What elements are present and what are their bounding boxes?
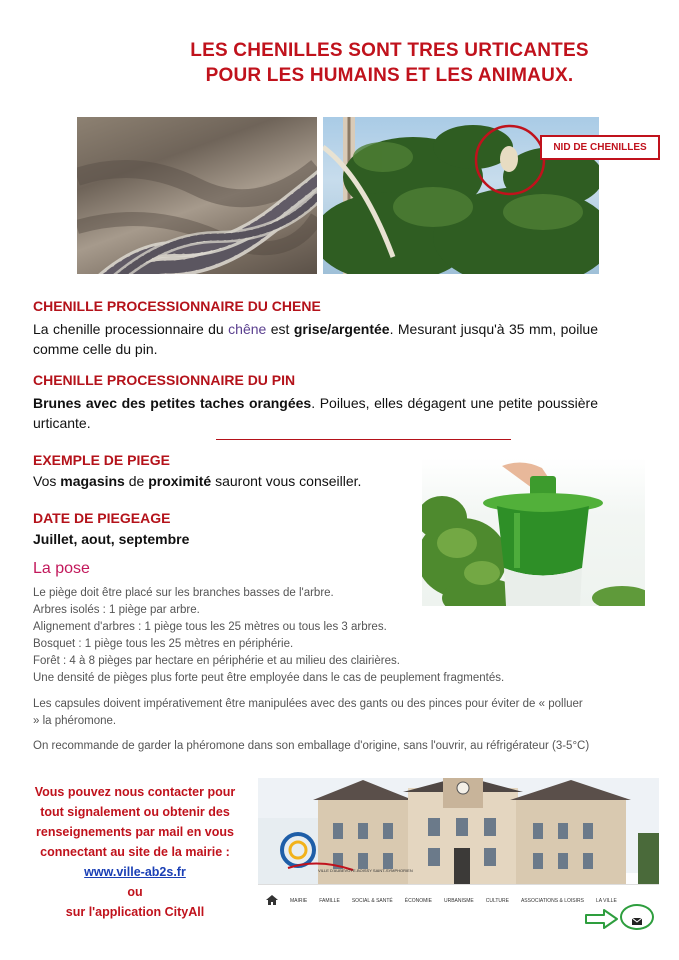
contact-line-2: tout signalement ou obtenir des bbox=[40, 805, 230, 819]
date-value: Juillet, aout, septembre bbox=[33, 531, 190, 547]
nav-item-culture[interactable]: CULTURE bbox=[485, 897, 509, 904]
pose-line-2: Arbres isolés : 1 piège par arbre. bbox=[33, 604, 200, 616]
contact-line-3: renseignements par mail en vous bbox=[36, 825, 234, 839]
nav-item-social-sante[interactable]: SOCIAL & SANTÉ bbox=[351, 897, 393, 904]
caterpillars-bark-photo bbox=[77, 117, 317, 274]
pose-line-5: Forêt : 4 à 8 pièges par hectare en périphérie et au milieu des clairières. bbox=[33, 655, 400, 667]
text-pin-bold: Brunes avec des petites taches orangées bbox=[33, 395, 312, 411]
text-chene-c: . Mesurant jusqu'à 35 mm, poilue comme celle du pin. bbox=[33, 321, 599, 357]
contact-app: sur l'application CityAll bbox=[65, 905, 205, 919]
text-chene-bold: grise/argentée bbox=[293, 321, 390, 337]
arrow-right-icon bbox=[584, 908, 620, 935]
pose-line-3: Alignement d'arbres : 1 piège tous les 25 mètres ou tous les 3 arbres. bbox=[33, 621, 387, 633]
text-piege-b1: magasins bbox=[60, 473, 125, 489]
text-piege bbox=[33, 471, 413, 491]
pose-line-6: Une densité de pièges plus forte peut être employée dans le cas de peuplement fragmentés. bbox=[33, 672, 505, 684]
mail-icon bbox=[632, 912, 642, 930]
title-line-1: LES CHENILLES SONT TRES URTICANTES bbox=[190, 40, 589, 61]
text-chene-a: La chenille processionnaire du bbox=[33, 321, 229, 337]
nav-item-associations-loisirs[interactable]: ASSOCIATIONS & LOISIRS bbox=[520, 897, 584, 904]
nav-item-famille[interactable]: FAMILLE bbox=[319, 897, 340, 904]
contact-ou: ou bbox=[127, 885, 143, 899]
mairie-logo-text: VILLE D'AUBEVOYE-BOISSY SAINT-SYMPHORIEN bbox=[318, 868, 413, 873]
text-pin bbox=[33, 393, 598, 433]
nav-item-urbanisme[interactable]: URBANISME bbox=[443, 897, 474, 904]
text-chene bbox=[33, 319, 598, 359]
text-piege-c: de bbox=[124, 473, 149, 489]
text-pin-rest: . Poilues, elles dégagent une petite poussière urticante. bbox=[33, 395, 598, 431]
text-chene-word: chêne bbox=[228, 321, 267, 337]
text-chene-b: est bbox=[266, 321, 294, 337]
nav-item-economie[interactable]: ÉCONOMIE bbox=[404, 897, 432, 904]
text-piege-d: sauront vous conseiller. bbox=[211, 473, 362, 489]
mairie-website-screenshot bbox=[258, 778, 659, 884]
pose-line-1: Le piège doit être placé sur les branches basses de l'arbre. bbox=[33, 587, 334, 599]
trap-photo bbox=[422, 458, 645, 606]
pose-line-4: Bosquet : 1 piège tous les 25 mètres en périphérie. bbox=[33, 638, 294, 650]
heading-chene: CHENILLE PROCESSIONNAIRE DU CHENE bbox=[33, 298, 321, 314]
contact-block bbox=[20, 782, 250, 922]
mail-button[interactable] bbox=[620, 904, 654, 930]
home-icon[interactable] bbox=[266, 895, 278, 907]
pose-title: La pose bbox=[33, 560, 90, 577]
nav-item-la-ville[interactable]: LA VILLE bbox=[595, 897, 617, 904]
mairie-website-link[interactable]: www.ville-ab2s.fr bbox=[84, 865, 186, 879]
heading-date: DATE DE PIEGEAGE bbox=[33, 510, 171, 526]
pose-capsules-1: Les capsules doivent impérativement être manipulées avec des gants ou des pinces pour éviter de « polluer bbox=[33, 698, 583, 710]
nav-item-mairie[interactable]: MAIRIE bbox=[290, 897, 308, 904]
page-title bbox=[0, 38, 679, 88]
heading-piege: EXEMPLE DE PIEGE bbox=[33, 452, 170, 468]
title-line-2: POUR LES HUMAINS ET LES ANIMAUX. bbox=[205, 65, 574, 86]
section-divider bbox=[216, 439, 511, 440]
contact-line-4: connectant au site de la mairie : bbox=[40, 845, 230, 859]
heading-pin: CHENILLE PROCESSIONNAIRE DU PIN bbox=[33, 372, 296, 388]
text-piege-a: Vos bbox=[33, 473, 61, 489]
nest-label: NID DE CHENILLES bbox=[540, 135, 660, 160]
caterpillars-illustration bbox=[77, 117, 317, 274]
trap-illustration bbox=[422, 458, 645, 606]
pose-recommande: On recommande de garder la phéromone dans son emballage d'origine, sans l'ouvrir, au réfrigérateur (3-5°C) bbox=[33, 740, 590, 752]
pose-capsules-2: » la phéromone. bbox=[33, 715, 117, 727]
text-piege-b2: proximité bbox=[148, 473, 212, 489]
contact-line-1: Vous pouvez nous contacter pour bbox=[34, 785, 236, 799]
